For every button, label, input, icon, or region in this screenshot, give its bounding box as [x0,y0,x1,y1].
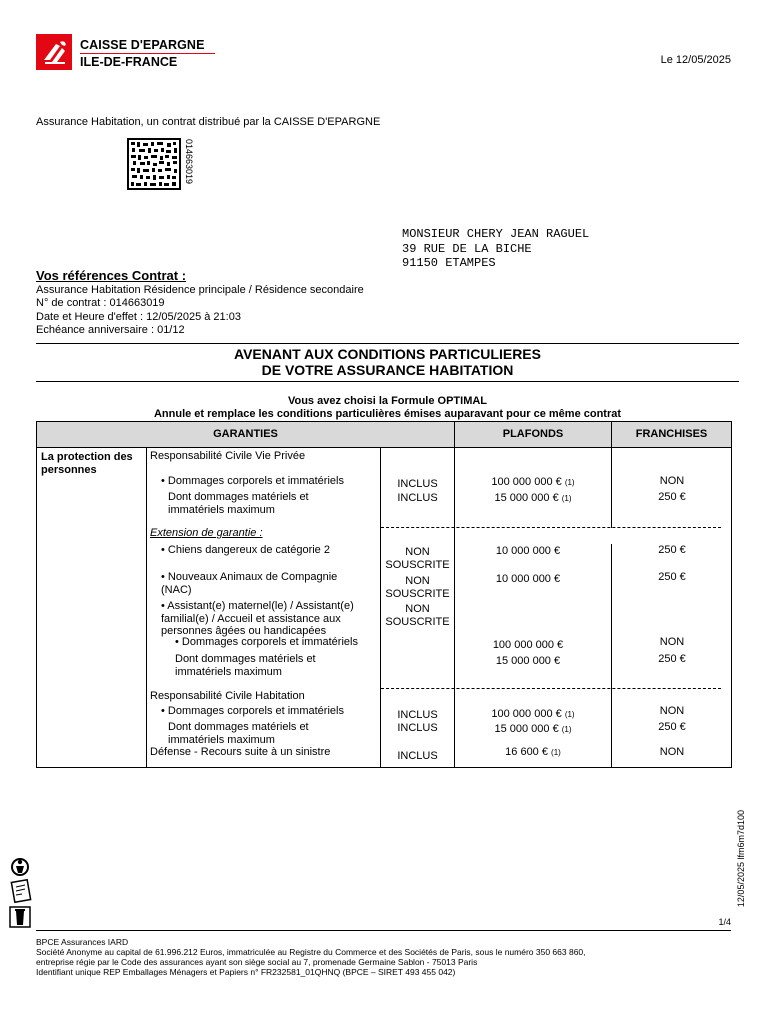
r1-label: • Dommages corporels et immatériels [161,475,344,487]
r7-plafond: 15 000 000 € [495,655,561,667]
references-effective-date: Date et Heure d'effet : 12/05/2025 à 21:03 [36,310,241,323]
recipient-street: 39 RUE DE LA BICHE [402,241,532,256]
r10-plafond: 16 600 € (1) [505,746,561,758]
document-date: Le 12/05/2025 [660,54,731,66]
heading-top-rule [36,343,739,344]
r1-franchise: NON [659,475,685,487]
r9-status: INCLUS [397,722,438,734]
references-product: Assurance Habitation Résidence principale / Résidence secondaire [36,284,364,296]
r8-status: INCLUS [397,709,438,721]
footer-rep-id: Identifiant unique REP Emballages Ménagers et Papiers n° FR232581_01QHNQ (BPCE – SIRET 493 455 042) [36,967,456,977]
legal-footer [36,937,586,977]
page-number: 1/4 [718,917,731,927]
header-rule [37,447,731,448]
r8-label: • Dommages corporels et immatériels [161,705,344,717]
category-label: La protection des personnes [41,451,133,476]
heading-line-1: AVENANT AUX CONDITIONS PARTICULIERES [234,346,541,362]
rcvp-label: Responsabilité Civile Vie Privée [150,450,306,462]
r2-status: INCLUS [397,492,438,504]
references-contract-number: N° de contrat : 014663019 [36,297,165,310]
header-sep-1 [454,422,455,448]
brand-region: ILE-DE-FRANCE [80,55,178,69]
r2-label: Dont dommages matériels et immatériels maximum [168,491,309,516]
extension-label: Extension de garantie : [150,527,263,539]
barcode-2d [127,138,181,190]
col-sep-franchise-a [611,448,612,528]
header-sep-2 [611,422,612,448]
formula-block [36,395,739,421]
r8-plafond: 100 000 000 € (1) [491,708,575,720]
heading-bottom-rule [36,381,739,382]
r1-plafond: 100 000 000 € (1) [491,476,575,488]
r3-label: • Chiens dangereux de catégorie 2 [161,544,330,556]
r6-label: • Dommages corporels et immatériels [175,636,358,648]
r4-label: • Nouveaux Animaux de Compagnie (NAC) [161,571,338,596]
r2-franchise: 250 € [658,491,686,503]
header-garanties: GARANTIES [37,422,454,448]
r7-franchise: 250 € [658,653,686,665]
r3-franchise: 250 € [658,544,686,556]
header-plafonds: PLAFONDS [455,422,611,448]
r3-status: NON SOUSCRITE [385,546,450,571]
recipient-name: MONSIEUR CHERY JEAN RAGUEL [402,227,590,241]
r2-plafond: 15 000 000 € (1) [494,492,572,504]
brand-divider [80,53,215,54]
r4-franchise: 250 € [658,571,686,583]
references-block [36,284,364,337]
recipient-city: 91150 ETAMPES [402,256,496,270]
guarantees-table [36,421,732,768]
r5-label: • Assistant(e) maternel(le) / Assistant(e) familial(e) / Accueil et assistance aux personnes âgées ou handicapées [161,600,354,637]
heading-line-2: DE VOTRE ASSURANCE HABITATION [261,362,514,378]
references-anniversary: Echéance anniversaire : 01/12 [36,323,185,336]
r10-franchise: NON [659,746,685,758]
separator-extension [381,527,721,528]
r6-plafond: 100 000 000 € [492,639,564,651]
header-franchises: FRANCHISES [612,422,731,448]
r5-status: NON SOUSCRITE [385,603,450,628]
brand-logo [36,34,236,72]
r4-plafond: 10 000 000 € [495,573,561,585]
references-title: Vos références Contrat : [36,268,187,283]
r7-label: Dont dommages matériels et immatériels maximum [175,653,316,678]
recycling-icons [8,857,34,931]
footer-address: entreprise régie par le Code des assurances ayant son siège social au 7, promenade Germaine Sablon - 75013 Paris [36,957,478,967]
intro-text: Assurance Habitation, un contrat distribué par la CAISSE D'EPARGNE [36,116,381,128]
r6-franchise: NON [659,636,685,648]
r9-label: Dont dommages matériels et immatériels maximum [168,721,309,746]
recipient-address [402,227,589,271]
col-sep-category [146,448,147,767]
footer-rule [36,930,731,931]
rch-label: Responsabilité Civile Habitation [150,690,305,702]
barcode-number: 014663019 [184,139,194,185]
formula-name: Vous avez choisi la Formule OPTIMAL [287,395,488,407]
r10-label: Défense - Recours suite à un sinistre [150,746,331,758]
r9-plafond: 15 000 000 € (1) [494,723,572,735]
r4-status: NON SOUSCRITE [385,575,450,600]
triman-recycle-icon [8,857,34,931]
formula-replacement-note: Annule et remplace les conditions particulières émises auparavant pour ce même contrat [153,408,622,420]
footer-capital: Société Anonyme au capital de 61.996.212 Euros, immatriculée au Registre du Commerce et des Sociétés de Paris, sous le numéro 350 663 860, [36,947,586,957]
document-heading [36,346,739,378]
footer-company: BPCE Assurances IARD [36,937,129,947]
brand-name: CAISSE D'EPARGNE [80,38,205,52]
r8-franchise: NON [659,705,685,717]
separator-rch [381,688,721,689]
side-reference: 12/05/2025 lfm6m7d100 [736,810,746,908]
r9-franchise: 250 € [658,721,686,733]
r3-plafond: 10 000 000 € [495,545,561,557]
r1-status: INCLUS [397,478,438,490]
r10-status: INCLUS [397,750,438,762]
squirrel-logo-icon [36,34,72,70]
